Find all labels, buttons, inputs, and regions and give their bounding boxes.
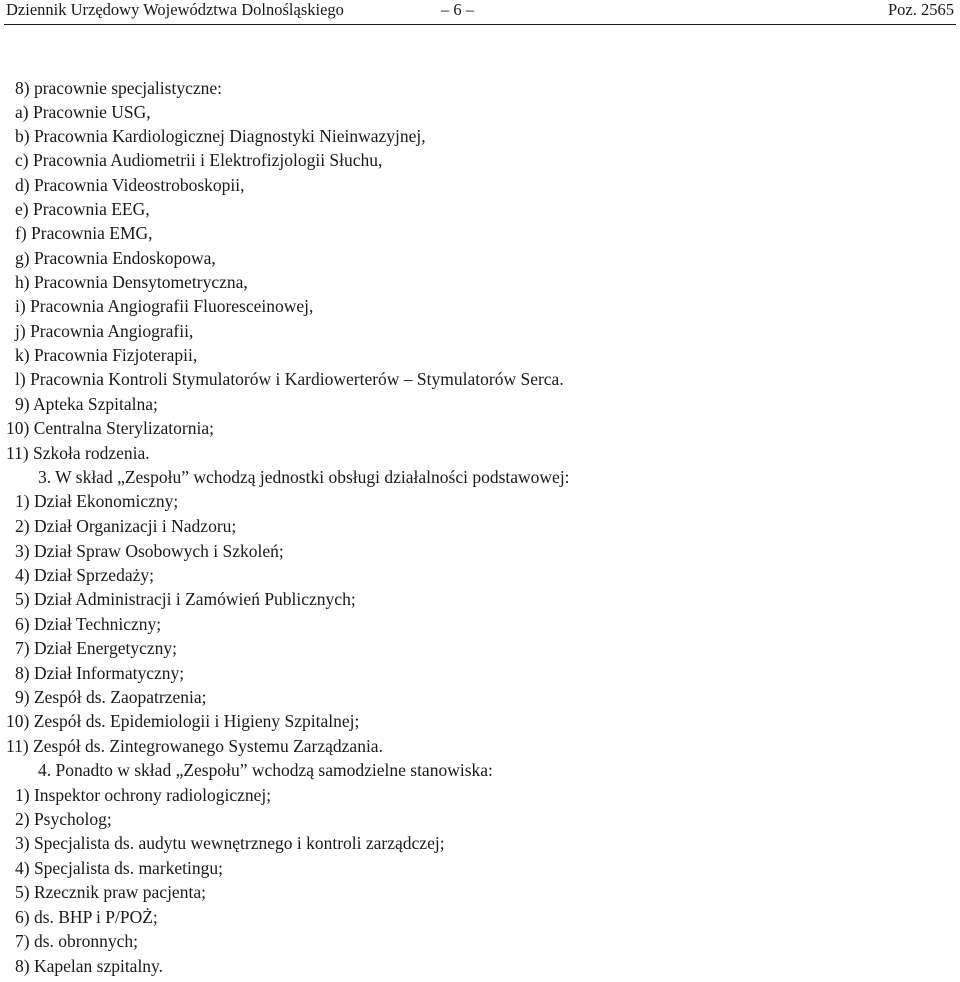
header-rule [4,24,956,25]
list-item: 6) Dział Techniczny; [15,614,162,634]
list-item: 7) Dział Energetyczny; [15,638,177,658]
list-item: i) Pracownia Angiografii Fluoresceinowej, [15,296,314,316]
list-item: 4) Specjalista ds. marketingu; [15,858,224,878]
list-item: 9) Apteka Szpitalna; [15,394,158,414]
list-item: 4) Dział Sprzedaży; [15,565,154,585]
list-item: 2) Psycholog; [15,809,112,829]
list-item: 8) pracownie specjalistyczne: [15,78,222,98]
list-item: 1) Dział Ekonomiczny; [15,491,179,511]
list-item: d) Pracownia Videostroboskopii, [15,175,245,195]
list-item: 3) Dział Spraw Osobowych i Szkoleń; [15,541,284,561]
list-item: 11) Szkoła rodzenia. [6,443,150,463]
page-number: – 6 – [441,0,474,19]
list-item: 5) Rzecznik praw pacjenta; [15,882,206,902]
list-item: 10) Zespół ds. Epidemiologii i Higieny Szpitalnej; [6,711,360,731]
list-item: 1) Inspektor ochrony radiologicznej; [15,785,272,805]
list-item: 2) Dział Organizacji i Nadzoru; [15,516,237,536]
list-item: 7) ds. obronnych; [15,931,138,951]
list-item: 8) Kapelan szpitalny. [15,956,164,976]
list-item: l) Pracownia Kontroli Stymulatorów i Kardiowerterów – Stymulatorów Serca. [15,369,564,389]
list-item: 8) Dział Informatyczny; [15,663,185,683]
list-item: c) Pracownia Audiometrii i Elektrofizjologii Słuchu, [15,150,383,170]
list-item: 6) ds. BHP i P/POŻ; [15,907,158,927]
list-item: a) Pracownie USG, [15,102,151,122]
list-item: f) Pracownia EMG, [15,223,153,243]
journal-title: Dziennik Urzędowy Województwa Dolnośląskiego [6,0,344,19]
list-item: h) Pracownia Densytometryczna, [15,272,248,292]
list-item: 3) Specjalista ds. audytu wewnętrznego i kontroli zarządczej; [15,833,445,853]
list-item: 5) Dział Administracji i Zamówień Publicznych; [15,589,356,609]
list-item: 11) Zespół ds. Zintegrowanego Systemu Zarządzania. [6,736,383,756]
list-item: k) Pracownia Fizjoterapii, [15,345,198,365]
section-heading: 4. Ponadto w skład „Zespołu” wchodzą samodzielne stanowiska: [38,760,493,780]
list-item: j) Pracownia Angiografii, [15,321,194,341]
section-heading: 3. W skład „Zespołu” wchodzą jednostki obsługi działalności podstawowej: [38,467,570,487]
page-header [0,0,960,24]
list-item: 9) Zespół ds. Zaopatrzenia; [15,687,207,707]
list-item: b) Pracownia Kardiologicznej Diagnostyki Nieinwazyjnej, [15,126,426,146]
list-item: e) Pracownia EEG, [15,199,150,219]
position-number: Poz. 2565 [888,0,954,19]
list-item: g) Pracownia Endoskopowa, [15,248,216,268]
list-item: 10) Centralna Sterylizatornia; [6,418,214,438]
